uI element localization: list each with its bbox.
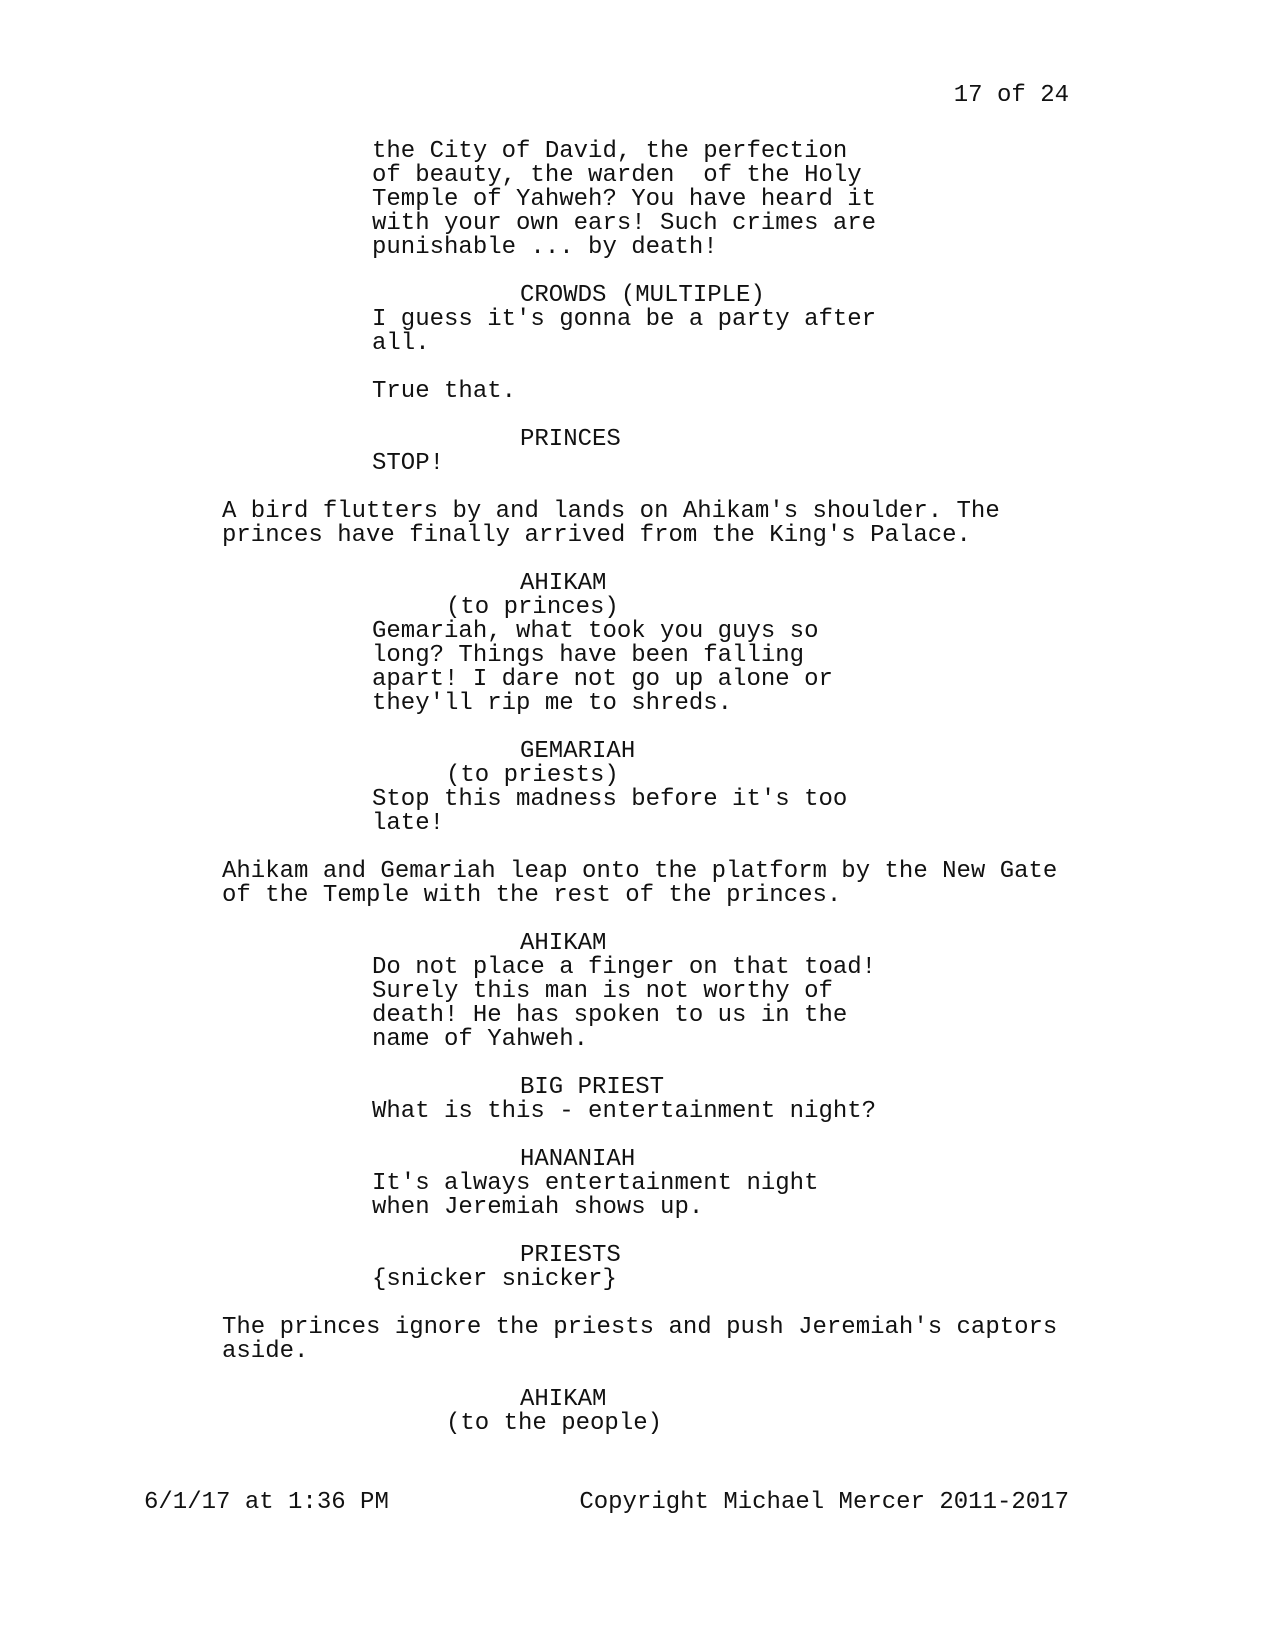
dialogue-line: the City of David, the perfection bbox=[372, 138, 848, 165]
dialogue-line: all. bbox=[372, 330, 430, 357]
action-line: princes have finally arrived from the King's Palace. bbox=[222, 522, 971, 549]
dialogue-line: STOP! bbox=[372, 450, 445, 477]
dialogue-line: {snicker snicker} bbox=[372, 1266, 617, 1293]
dialogue-line: Do not place a finger on that toad! bbox=[372, 954, 877, 981]
parenthetical: (to the people) bbox=[446, 1410, 663, 1437]
character-name: GEMARIAH bbox=[520, 738, 636, 765]
dialogue-line: with your own ears! Such crimes are bbox=[372, 210, 877, 237]
character-name: AHIKAM bbox=[520, 570, 607, 597]
dialogue-line: apart! I dare not go up alone or bbox=[372, 666, 833, 693]
action-line: Ahikam and Gemariah leap onto the platform by the New Gate bbox=[222, 858, 1058, 885]
character-name: AHIKAM bbox=[520, 1386, 607, 1413]
character-name: PRIESTS bbox=[520, 1242, 621, 1269]
page-number: 17 of 24 bbox=[953, 82, 1069, 109]
character-name: CROWDS (MULTIPLE) bbox=[520, 282, 765, 309]
dialogue-line: punishable ... by death! bbox=[372, 234, 718, 261]
dialogue-line: I guess it's gonna be a party after bbox=[372, 306, 877, 333]
action-line: of the Temple with the rest of the princes. bbox=[222, 882, 842, 909]
dialogue-line: What is this - entertainment night? bbox=[372, 1098, 877, 1125]
character-name: HANANIAH bbox=[520, 1146, 636, 1173]
dialogue-line: Gemariah, what took you guys so bbox=[372, 618, 819, 645]
parenthetical: (to princes) bbox=[446, 594, 619, 621]
dialogue-line: It's always entertainment night bbox=[372, 1170, 819, 1197]
dialogue-line: long? Things have been falling bbox=[372, 642, 805, 669]
dialogue-line: True that. bbox=[372, 378, 517, 405]
character-name: AHIKAM bbox=[520, 930, 607, 957]
character-name: BIG PRIEST bbox=[520, 1074, 665, 1101]
dialogue-line: when Jeremiah shows up. bbox=[372, 1194, 704, 1221]
action-line: aside. bbox=[222, 1338, 309, 1365]
dialogue-line: Temple of Yahweh? You have heard it bbox=[372, 186, 877, 213]
character-name: PRINCES bbox=[520, 426, 621, 453]
dialogue-line: they'll rip me to shreds. bbox=[372, 690, 733, 717]
footer-date: 6/1/17 at 1:36 PM bbox=[144, 1489, 389, 1516]
dialogue-line: name of Yahweh. bbox=[372, 1026, 589, 1053]
dialogue-line: late! bbox=[372, 810, 445, 837]
dialogue-line: of beauty, the warden of the Holy bbox=[372, 162, 862, 189]
dialogue-line: Surely this man is not worthy of bbox=[372, 978, 833, 1005]
action-line: The princes ignore the priests and push Jeremiah's captors bbox=[222, 1314, 1058, 1341]
action-line: A bird flutters by and lands on Ahikam's shoulder. The bbox=[222, 498, 1000, 525]
dialogue-line: death! He has spoken to us in the bbox=[372, 1002, 848, 1029]
dialogue-line: Stop this madness before it's too bbox=[372, 786, 848, 813]
parenthetical: (to priests) bbox=[446, 762, 619, 789]
footer-copyright: Copyright Michael Mercer 2011-2017 bbox=[579, 1489, 1069, 1516]
